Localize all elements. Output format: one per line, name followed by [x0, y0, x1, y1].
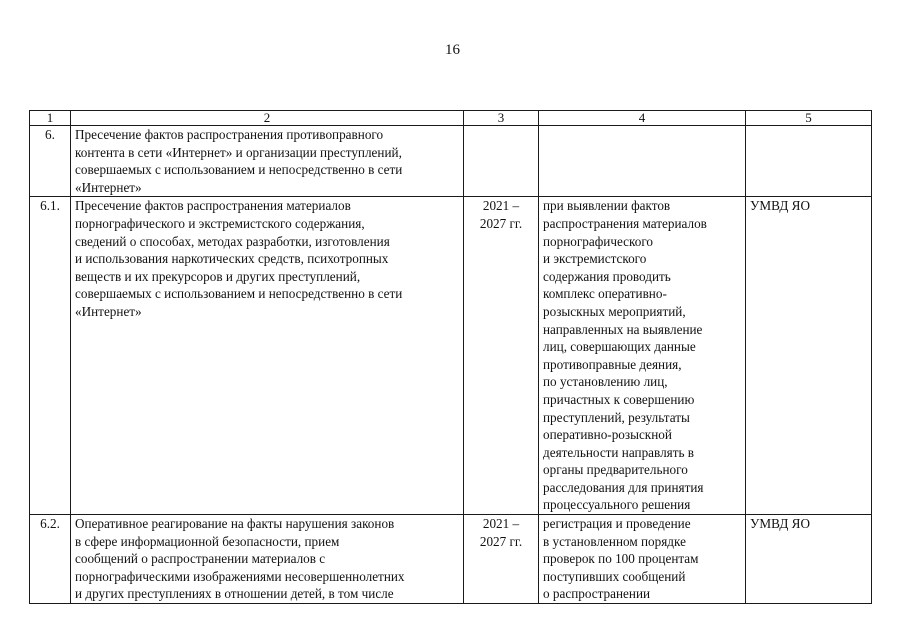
row-number: 6.1. — [30, 197, 71, 515]
page-number: 16 — [445, 42, 460, 58]
column-number-2: 2 — [71, 111, 464, 126]
responsible-executor: УМВД ЯО — [746, 197, 872, 515]
column-number-4: 4 — [539, 111, 746, 126]
row-number: 6. — [30, 126, 71, 197]
implementation-period: 2021 – 2027 гг. — [464, 197, 539, 515]
column-number-5: 5 — [746, 111, 872, 126]
planned-action: при выявлении фактов распространения материалов порнографического и экстремистского содержания проводить комплекс оперативно- розыскных мероприятий, направленных на выявление лиц, совершающих данные противоправные деяния, по установлению лиц, причастных к совершению преступлений, результаты оперативно-розыскной деятельности направлять в органы предварительного расследования для принятия процессуального решения — [539, 197, 746, 515]
table-row — [30, 197, 872, 515]
table-row — [30, 126, 872, 197]
planned-action — [539, 126, 746, 197]
table-row — [30, 515, 872, 604]
measure-description: Оперативное реагирование на факты нарушения законов в сфере информационной безопасности, прием сообщений о распространении материалов с порнографическими изображениями несовершеннолетних и других преступлениях в отношении детей, в том числе — [71, 515, 464, 604]
row-number: 6.2. — [30, 515, 71, 604]
planned-action: регистрация и проведение в установленном порядке проверок по 100 процентам поступивших сообщений о распространении — [539, 515, 746, 604]
responsible-executor: УМВД ЯО — [746, 515, 872, 604]
measure-description: Пресечение фактов распространения материалов порнографического и экстремистского содержания, сведений о способах, методах разработки, изготовления и использования наркотических средств, психотропных веществ и их прекурсоров и других преступлений, совершаемых с использованием и непосредственно в сети «Интернет» — [71, 197, 464, 515]
column-number-3: 3 — [464, 111, 539, 126]
implementation-period — [464, 126, 539, 197]
column-number-row — [30, 111, 872, 126]
responsible-executor — [746, 126, 872, 197]
measures-table — [29, 110, 872, 604]
implementation-period: 2021 – 2027 гг. — [464, 515, 539, 604]
measure-description: Пресечение фактов распространения противоправного контента в сети «Интернет» и организации преступлений, совершаемых с использованием и непосредственно в сети «Интернет» — [71, 126, 464, 197]
column-number-1: 1 — [30, 111, 71, 126]
